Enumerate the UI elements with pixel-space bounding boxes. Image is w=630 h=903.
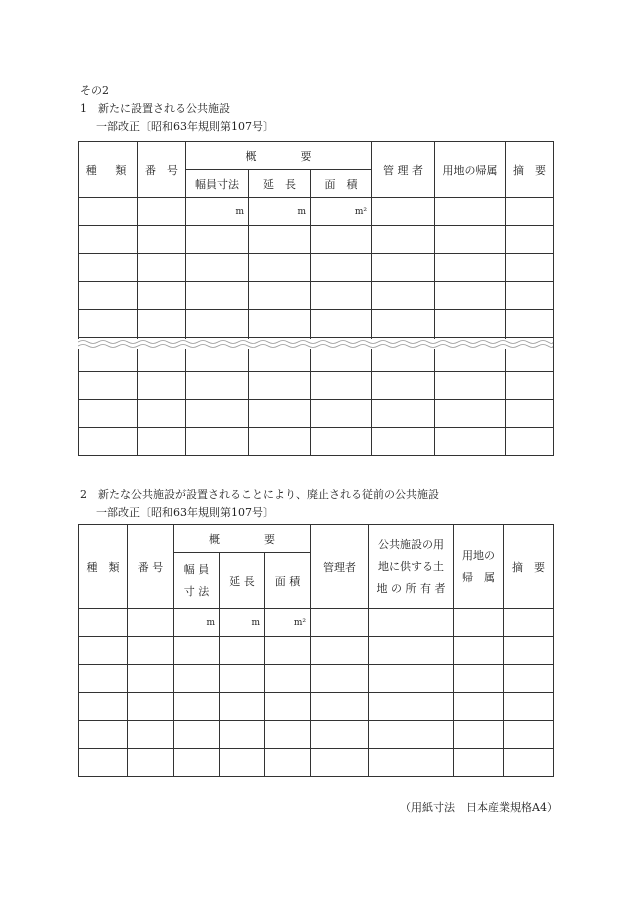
header-type: 種 類	[79, 525, 128, 609]
table-row	[79, 665, 554, 693]
section2-title: 2 新たな公共施設が設置されることにより、廃止される従前の公共施設	[80, 488, 439, 501]
table-row	[79, 721, 554, 749]
header-number: 番 号	[138, 142, 186, 198]
table-row	[79, 198, 554, 226]
section1-title: 1 新たに設置される公共施設	[80, 102, 230, 115]
header-length: 延 長	[249, 170, 311, 198]
header-number: 番 号	[128, 525, 174, 609]
unit-area: m²	[311, 198, 372, 226]
table-row	[79, 282, 554, 310]
header-remarks: 摘 要	[506, 142, 554, 198]
unit-width: m	[174, 609, 220, 637]
header-outline: 概 要	[174, 525, 311, 553]
new-facilities-table	[78, 141, 554, 456]
header-manager: 管 理 者	[372, 142, 435, 198]
unit-length: m	[249, 198, 311, 226]
header-width: 幅員寸法	[186, 170, 249, 198]
unit-area: m²	[265, 609, 311, 637]
header-land-ownership: 用地の帰属	[435, 142, 506, 198]
unit-length: m	[220, 609, 265, 637]
header-manager: 管理者	[311, 525, 369, 609]
table-row	[79, 400, 554, 428]
paper-size-note: （用紙寸法 日本産業規格A4）	[400, 801, 558, 814]
table-row	[79, 254, 554, 282]
table-row	[79, 693, 554, 721]
section1-amendment: 一部改正〔昭和63年規則第107号〕	[96, 120, 274, 133]
table-row	[79, 637, 554, 665]
header-outline: 概 要	[186, 142, 372, 170]
header-width: 幅 員 寸 法	[174, 553, 220, 609]
unit-width: m	[186, 198, 249, 226]
table-row	[79, 609, 554, 637]
section2-amendment: 一部改正〔昭和63年規則第107号〕	[96, 506, 274, 519]
table-row	[79, 428, 554, 456]
header-length: 延 長	[220, 553, 265, 609]
header-landowner: 公共施設の用 地に供する土 地 の 所 有 者	[369, 525, 454, 609]
table-row	[79, 310, 554, 338]
page-heading: その2	[80, 84, 109, 97]
header-area: 面 積	[265, 553, 311, 609]
table-row	[79, 372, 554, 400]
header-remarks: 摘 要	[504, 525, 554, 609]
table-break-wave	[78, 339, 553, 349]
abolished-facilities-table	[78, 524, 554, 777]
header-area: 面 積	[311, 170, 372, 198]
table-row	[79, 226, 554, 254]
header-land-ownership: 用地の 帰 属	[454, 525, 504, 609]
header-type: 種 類	[79, 142, 138, 198]
table-row	[79, 749, 554, 777]
